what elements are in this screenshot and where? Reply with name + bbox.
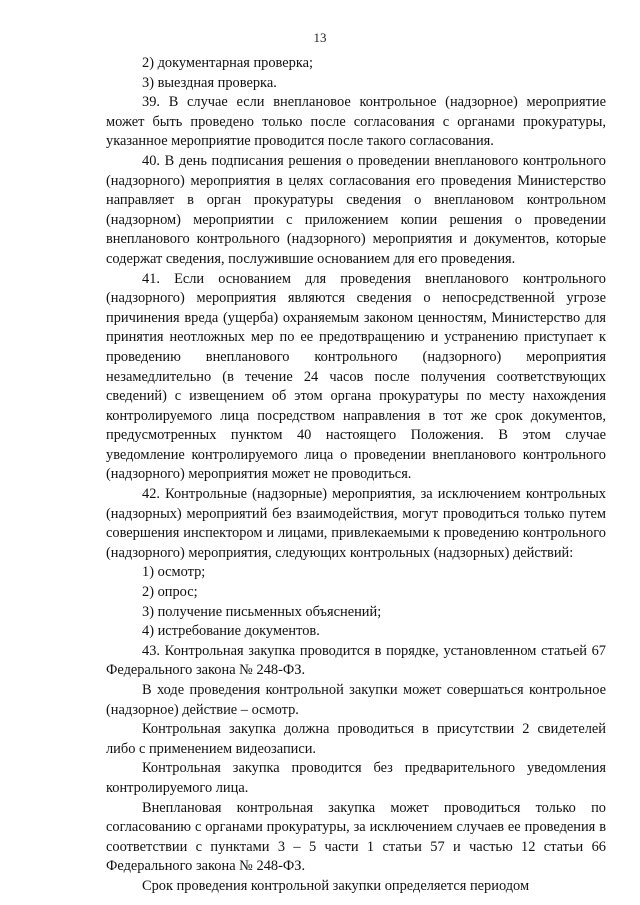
paragraph: 40. В день подписания решения о проведении внепланового контрольного (надзорного) мероприятия в целях согласования его проведения Министерство направляет в орган прокуратуры сведения о внеплановом контрольном (надзорном) мероприятии с приложением копии решения о проведении внепланового контрольного (надзорного) мероприятия и документов, которые содержат сведения, послужившие основанием для его проведения. bbox=[106, 152, 606, 267]
paragraph: 3) получение письменных объяснений; bbox=[142, 603, 382, 620]
paragraph: Контрольная закупка должна проводиться в присутствии 2 свидетелей либо с применением видеозаписи. bbox=[106, 721, 606, 757]
paragraph: В ходе проведения контрольной закупки может совершаться контрольное (надзорное) действие – осмотр. bbox=[106, 682, 606, 718]
paragraph: 3) выездная проверка. bbox=[142, 74, 277, 91]
paragraph: 42. Контрольные (надзорные) мероприятия, за исключением контрольных (надзорных) мероприятий без взаимодействия, могут проводиться только путем совершения инспектором и лицами, привлекаемыми к проведению контрольного (надзорного) мероприятия, следующих контрольных (надзорных) действий: bbox=[106, 486, 606, 561]
paragraph: Внеплановая контрольная закупка может проводиться только по согласованию с органами прокуратуры, за исключением случаев ее проведения в соответствии с пунктами 3 – 5 части 1 статьи 57 и частью 12 статьи 66 Федерального закона № 248-ФЗ. bbox=[106, 799, 606, 875]
paragraph: 2) опрос; bbox=[142, 584, 198, 601]
document-body bbox=[106, 54, 606, 897]
paragraph: 41. Если основанием для проведения внепланового контрольного (надзорного) мероприятия являются сведения о непосредственной угрозе причинения вреда (ущерба) охраняемым законом ценностям, Министерство для принятия неотложных мер по ее предотвращению и устранению приступает к проведению внепланового контрольного (надзорного) мероприятия незамедлительно (в течение 24 часов после получения соответствующих сведений) с извещением об этом органа прокуратуры по месту нахождения контролируемого лица посредством направления в тот же срок документов, предусмотренных пунктом 40 настоящего Положения. В этом случае уведомление контролируемого лица о проведении внепланового контрольного (надзорного) мероприятия может не проводиться. bbox=[106, 270, 606, 483]
paragraph: 39. В случае если внеплановое контрольное (надзорное) мероприятие может быть проведено только после согласования с органами прокуратуры, указанное мероприятие проводится после такого согласования. bbox=[106, 94, 606, 150]
paragraph: 4) истребование документов. bbox=[142, 623, 320, 640]
paragraph: 43. Контрольная закупка проводится в порядке, установленном статьей 67 Федерального закона № 248-ФЗ. bbox=[106, 642, 606, 679]
paragraph: 1) осмотр; bbox=[142, 564, 206, 581]
page-number: 13 bbox=[313, 30, 327, 45]
paragraph: 2) документарная проверка; bbox=[142, 55, 313, 71]
paragraph: Контрольная закупка проводится без предварительного уведомления контролируемого лица. bbox=[106, 760, 606, 796]
paragraph: Срок проведения контрольной закупки определяется периодом bbox=[142, 877, 530, 894]
